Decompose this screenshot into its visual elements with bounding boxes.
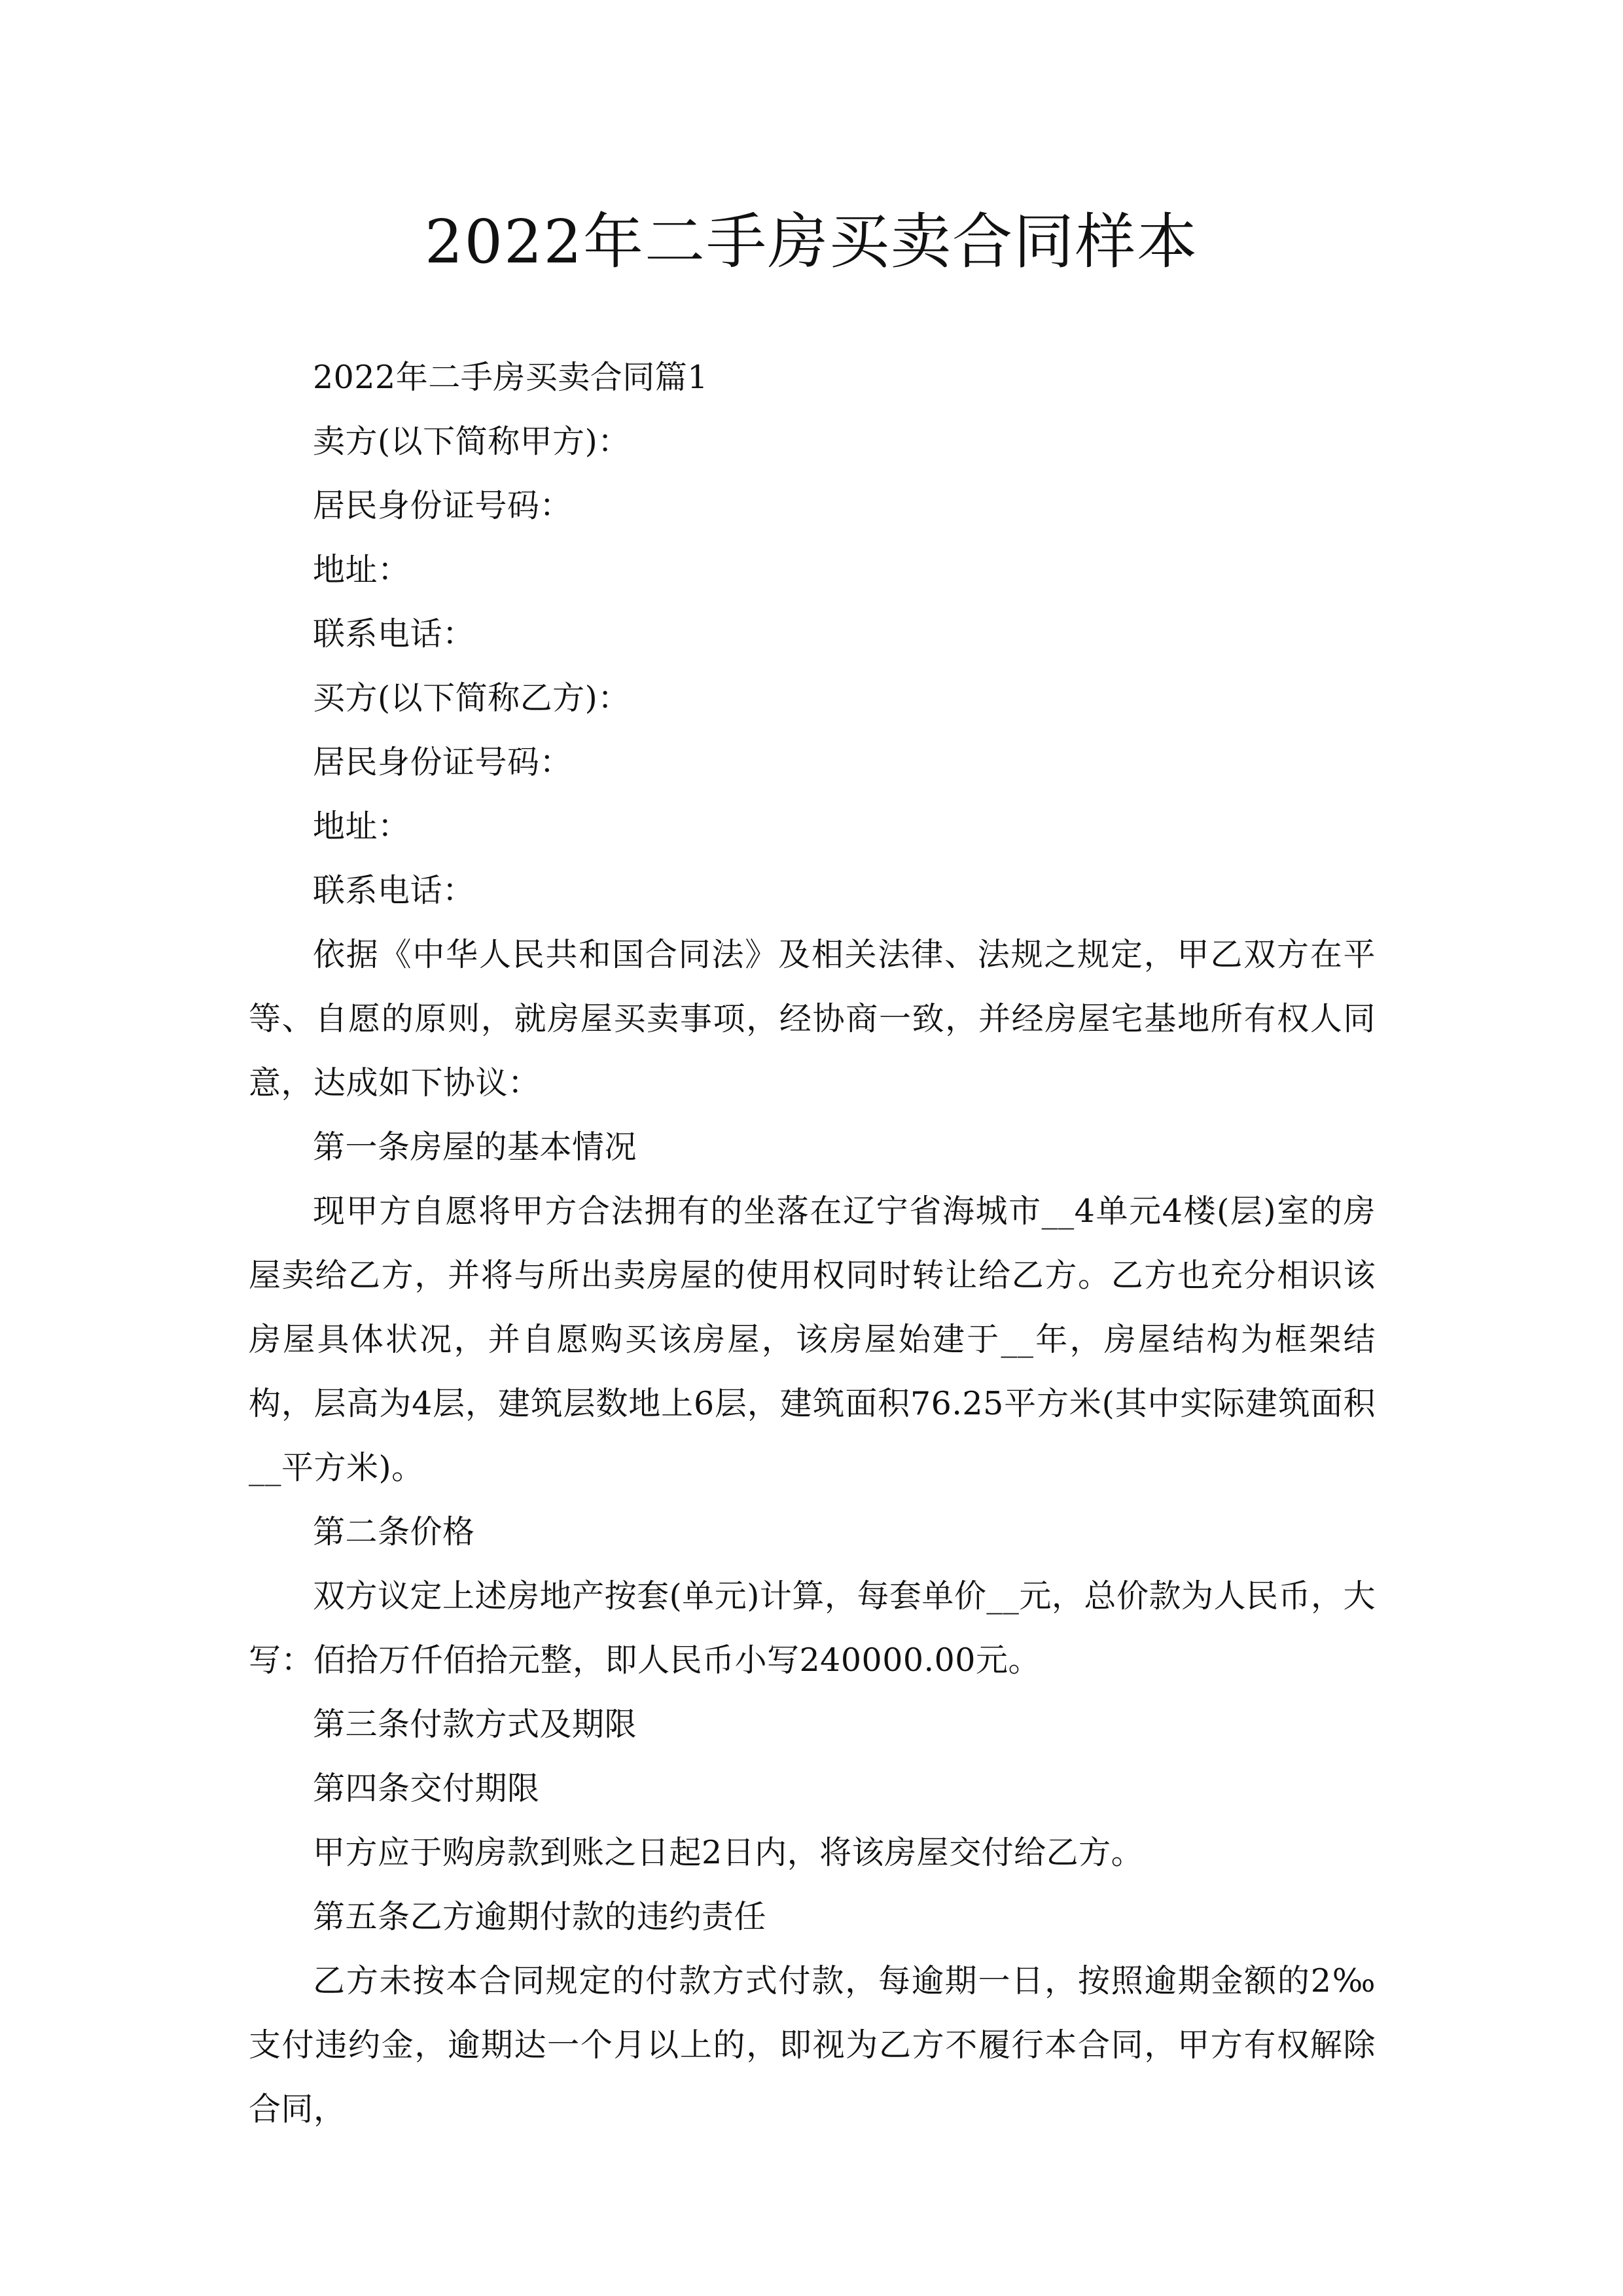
seller-id-label: 居民身份证号码： (313, 487, 573, 524)
article-2-heading: 第二条价格 (313, 1513, 475, 1551)
document-title: 2022年二手房买卖合同样本 (424, 207, 1199, 277)
seller-address-label: 地址： (313, 551, 410, 588)
buyer-label: 买方(以下简称乙方)： (313, 679, 630, 717)
seller-label: 卖方(以下简称甲方)： (313, 423, 630, 460)
article-3-heading: 第三条付款方式及期限 (313, 1706, 637, 1743)
article-2-body: 双方议定上述房地产按套(单元)计算，每套单价__元，总价款为人民币，大写：佰拾万仟佰拾元整，即人民币小写240000.00元。 (249, 1577, 1376, 1679)
article-4-heading: 第四条交付期限 (313, 1770, 540, 1807)
buyer-address-label: 地址： (313, 808, 410, 845)
section-heading: 2022年二手房买卖合同篇1 (313, 359, 708, 396)
document-body (249, 346, 1376, 2142)
preamble-paragraph: 依据《中华人民共和国合同法》及相关法律、法规之规定，甲乙双方在平等、自愿的原则，就房屋买卖事项，经协商一致，并经房屋宅基地所有权人同意，达成如下协议： (249, 936, 1376, 1102)
buyer-id-label: 居民身份证号码： (313, 744, 573, 781)
article-5-body: 乙方未按本合同规定的付款方式付款，每逾期一日，按照逾期金额的2‰支付违约金，逾期达一个月以上的，即视为乙方不履行本合同，甲方有权解除合同， (249, 1962, 1376, 2128)
article-5-heading: 第五条乙方逾期付款的违约责任 (313, 1898, 767, 1935)
article-4-body: 甲方应于购房款到账之日起2日内，将该房屋交付给乙方。 (313, 1834, 1144, 1871)
article-1-body: 现甲方自愿将甲方合法拥有的坐落在辽宁省海城市__4单元4楼(层)室的房屋卖给乙方，并将与所出卖房屋的使用权同时转让给乙方。乙方也充分相识该房屋具体状况，并自愿购买该房屋，该房屋始建于__年，房屋结构为框架结构，层高为4层，建筑层数地上6层，建筑面积76.25平方米(其中实际建筑面积__平方米)。 (249, 1193, 1376, 1486)
seller-phone-label: 联系电话： (313, 615, 475, 653)
buyer-phone-label: 联系电话： (313, 872, 475, 909)
article-1-heading: 第一条房屋的基本情况 (313, 1128, 637, 1166)
